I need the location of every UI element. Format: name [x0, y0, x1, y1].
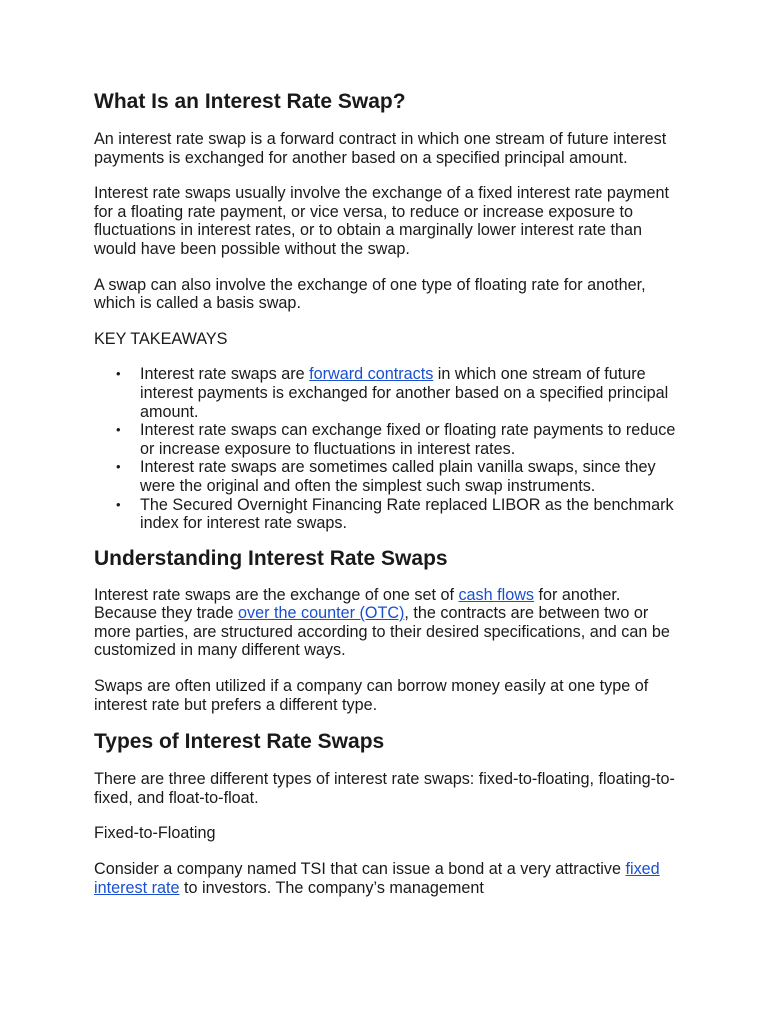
- paragraph-text: Interest rate swaps are the exchange of one set of: [94, 585, 459, 604]
- section-heading: Types of Interest Rate Swaps: [94, 730, 385, 754]
- paragraph: A swap can also involve the exchange of one type of floating rate for another, which is called a basis swap.: [94, 275, 646, 313]
- list-item-text: Interest rate swaps are sometimes called plain vanilla swaps, since they were the original and often the simplest such swap instruments.: [140, 458, 656, 495]
- bullet-icon: •: [116, 496, 121, 512]
- bullet-icon: •: [116, 459, 121, 475]
- article: [94, 85, 684, 897]
- paragraph-text: to investors. The company’s management: [179, 878, 484, 897]
- paragraph: Interest rate swaps usually involve the exchange of a fixed interest rate payment for a floating rate payment, or vice versa, to reduce or increase exposure to fluctuations in interest rates, or to obtain a marginally lower interest rate than would have been possible without the swap.: [94, 184, 669, 258]
- paragraph-text: for another. Because they trade: [94, 585, 621, 623]
- list-item: [116, 365, 684, 421]
- subheading: Fixed-to-Floating: [94, 824, 216, 843]
- paragraph: There are three different types of interest rate swaps: fixed-to-floating, floating-to-fixed, and float-to-float.: [94, 770, 675, 807]
- cash-flows-link[interactable]: cash flows: [458, 585, 535, 604]
- fixed-interest-rate-link[interactable]: fixed interest rate: [94, 860, 660, 897]
- list-item: [116, 421, 684, 458]
- paragraph-text: Consider a company named TSI that can issue a bond at a very attractive: [94, 860, 626, 879]
- list-item-text: Interest rate swaps are: [140, 365, 310, 384]
- paragraph: [94, 860, 684, 897]
- page-title: What Is an Interest Rate Swap?: [94, 90, 406, 113]
- forward-contracts-link[interactable]: forward contracts: [309, 365, 434, 384]
- paragraph: Swaps are often utilized if a company can borrow money easily at one type of interest rate but prefers a different type.: [94, 677, 649, 714]
- paragraph: [94, 586, 684, 660]
- key-takeaways-list: [94, 365, 684, 532]
- intro-paragraph: An interest rate swap is a forward contract in which one stream of future interest payments is exchanged for another based on a specified principal amount.: [94, 130, 667, 167]
- paragraph-text: , the contracts are between two or more parties, are structured according to their desired specifications, and can be customized in many different ways.: [94, 604, 670, 660]
- key-takeaways-label: KEY TAKEAWAYS: [94, 329, 228, 348]
- section-heading: Understanding Interest Rate Swaps: [94, 546, 448, 570]
- list-item-text: Interest rate swaps can exchange fixed or floating rate payments to reduce or increase exposure to fluctuations in interest rates.: [140, 421, 676, 458]
- bullet-icon: •: [116, 422, 121, 438]
- list-item-text: The Secured Overnight Financing Rate replaced LIBOR as the benchmark index for interest rate swaps.: [140, 495, 674, 533]
- over-the-counter-link[interactable]: over the counter (OTC): [237, 604, 405, 623]
- list-item: [116, 458, 684, 495]
- list-item: [116, 495, 684, 533]
- list-item-text: in which one stream of future interest payments is exchanged for another based on a specified principal amount.: [140, 365, 669, 421]
- bullet-icon: •: [116, 366, 121, 382]
